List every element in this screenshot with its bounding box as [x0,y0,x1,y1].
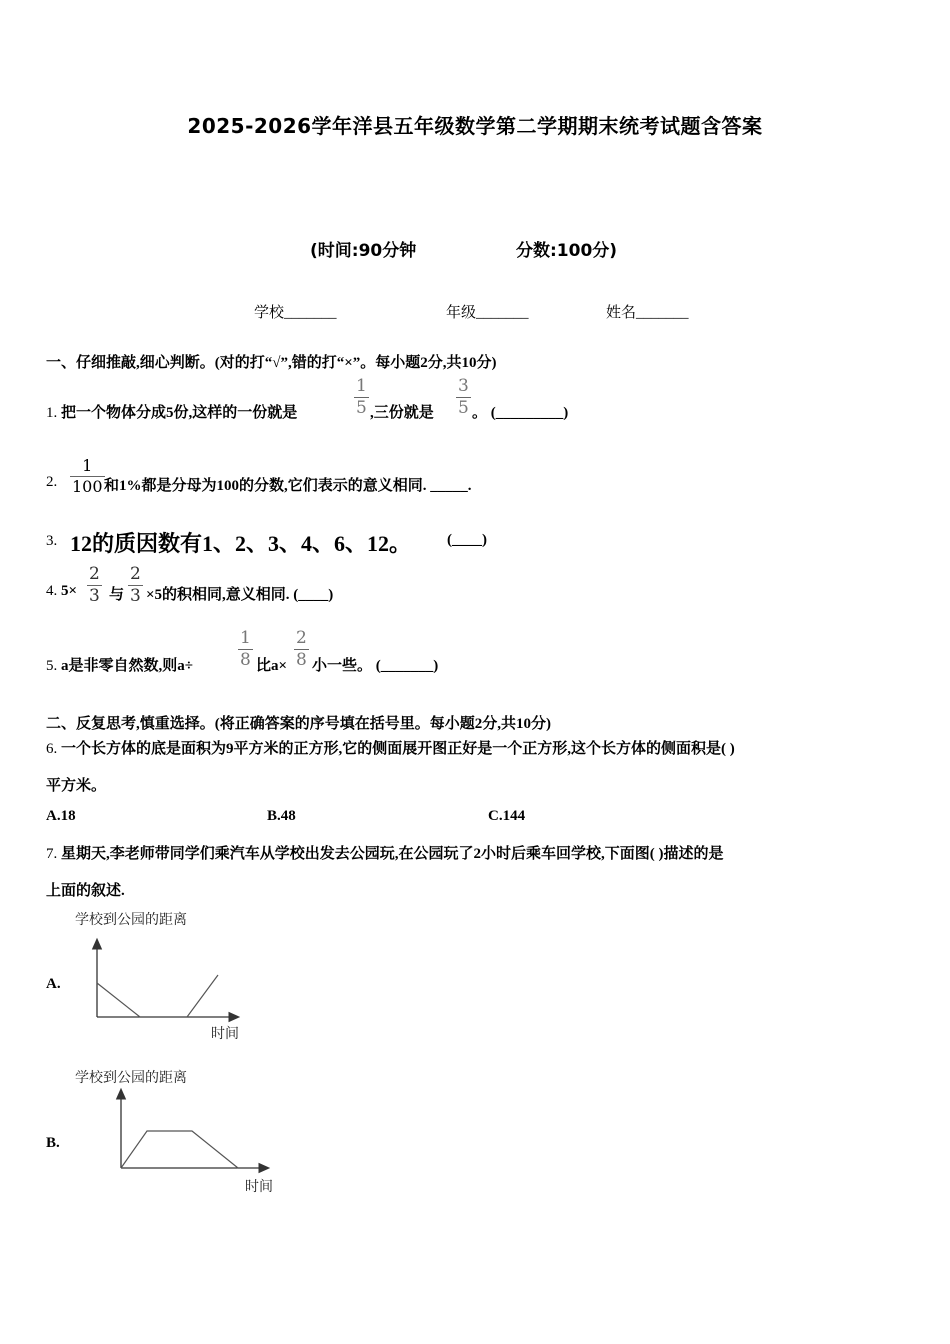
q7-text-line2: 上面的叙述. [46,883,125,899]
q1-frac1-denominator: 5 [356,398,367,418]
q6-number: 6. [46,741,58,757]
q1-text-a: 把一个物体分成5份,这样的一份就是 [61,405,298,421]
q4-fraction-2 [128,566,143,605]
q1-fraction-1 [354,378,369,417]
q1-frac2-denominator: 5 [458,398,469,418]
graph-a-x-label: 时间 [211,1026,239,1042]
question-5 [46,654,193,675]
question-1 [46,401,297,422]
q7-graph-b [70,1063,285,1203]
q4-text-b: 与 [109,587,125,603]
q6-option-b: B.48 [267,808,296,824]
q6-option-a: A.18 [46,808,76,824]
q4-frac1-numerator: 2 [89,564,100,584]
document-title: 2025-2026学年洋县五年级数学第二学期期末统考试题含答案 [187,114,763,138]
question-6 [46,737,735,758]
q2-frac-numerator: 1 [82,456,93,475]
q4-number: 4. [46,583,58,599]
q5-frac1-denominator: 8 [240,650,251,670]
q1-frac2-numerator: 3 [458,376,469,396]
q2-frac-denominator: 100 [72,477,103,496]
q6-option-c: C.144 [488,808,526,824]
q3-blank: (____) [447,532,487,548]
q4-text-c: ×5的积相同,意义相同. (____) [146,587,334,603]
q7-graph-a [70,905,260,1045]
q7-text-line1: 星期天,李老师带同学们乘汽车从学校出发去公园玩,在公园玩了2小时后乘车回学校,下面图( )描述的是 [61,846,724,862]
q1-fraction-2 [456,378,471,417]
q5-text-b: 比a× [256,658,288,674]
school-field: 学校_______ [254,305,337,321]
q1-text-c: 。 (_________) [472,405,569,421]
q6-text-line2: 平方米。 [46,778,107,794]
graph-b-x-label: 时间 [245,1179,273,1195]
q4-fraction-1 [87,566,102,605]
q4-frac2-denominator: 3 [130,586,141,606]
q2-fraction [70,458,105,495]
section1-heading: 一、仔细推敲,细心判断。(对的打“√”,错的打“×”。每小题2分,共10分) [46,355,497,371]
q1-number: 1. [46,405,58,421]
graph-a-y-label: 学校到公园的距离 [75,912,187,928]
q1-frac1-numerator: 1 [356,376,367,396]
name-field: 姓名_______ [606,305,689,321]
q7-number: 7. [46,846,58,862]
q3-number: 3. [46,533,58,549]
section2-heading: 二、反复思考,慎重选择。(将正确答案的序号填在括号里。每小题2分,共10分) [46,716,551,732]
time-label: (时间:90分钟 [310,241,417,261]
graph-b-y-label: 学校到公园的距离 [75,1070,187,1086]
q5-fraction-2 [294,630,309,669]
graph-a-line [97,975,218,1017]
q1-text-b: ,三份就是 [370,405,434,421]
q2-number: 2. [46,474,58,490]
question-4 [46,583,77,600]
q5-text-c: 小一些。 (_______) [312,658,439,674]
q4-frac2-numerator: 2 [130,564,141,584]
question-7 [46,842,724,863]
q3-text: 12的质因数有1、2、3、4、6、12。 [70,531,412,556]
q5-text-a: a是非零自然数,则a÷ [61,658,193,674]
q5-frac1-numerator: 1 [240,628,251,648]
q2-text: 和1%都是分母为100的分数,它们表示的意义相同. _____. [104,478,472,494]
q5-number: 5. [46,658,58,674]
q6-text-line1: 一个长方体的底是面积为9平方米的正方形,它的侧面展开图正好是一个正方形,这个长方体的侧面积是( ) [61,741,735,757]
q5-frac2-numerator: 2 [296,628,307,648]
score-label: 分数:100分) [516,241,618,261]
q5-fraction-1 [238,630,253,669]
q4-frac1-denominator: 3 [89,586,100,606]
q7-option-b-label: B. [46,1135,60,1151]
grade-field: 年级_______ [446,305,529,321]
q4-text-a: 5× [61,583,78,599]
graph-b-line [121,1131,238,1168]
q7-option-a-label: A. [46,976,61,992]
q5-frac2-denominator: 8 [296,650,307,670]
